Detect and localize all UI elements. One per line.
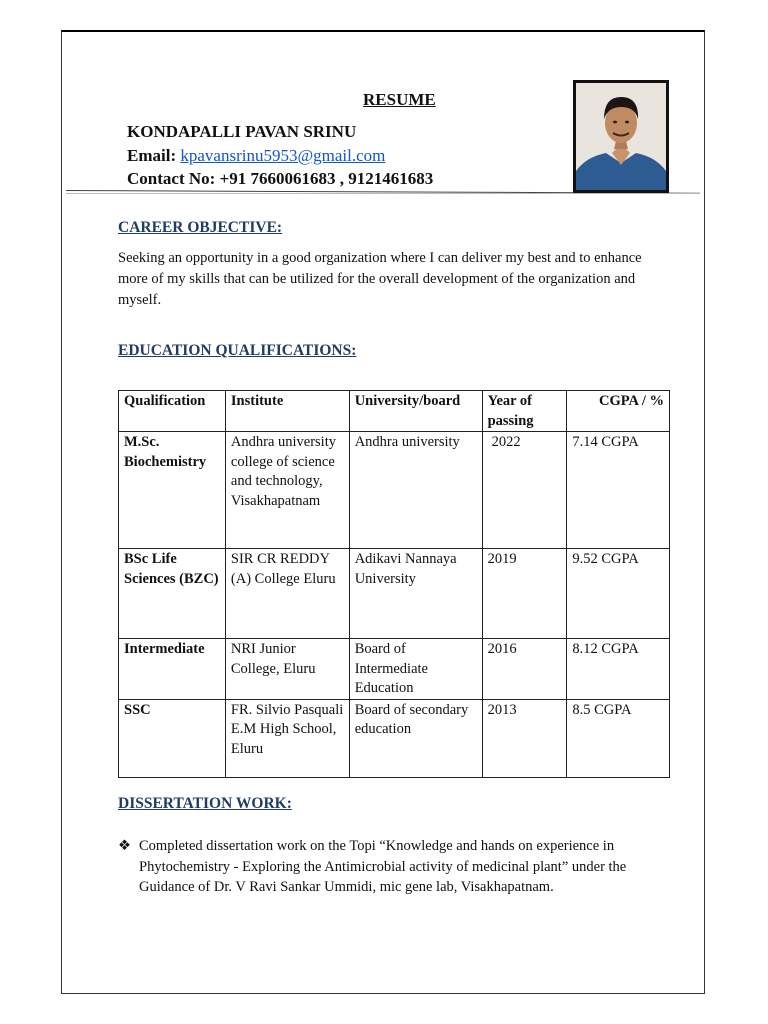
profile-photo	[573, 80, 669, 193]
table-row	[119, 699, 670, 777]
qualification-cell: M.Sc. Biochemistry	[119, 432, 226, 549]
profile-photo-image	[576, 83, 666, 190]
column-header: CGPA / %	[567, 391, 670, 432]
career-objective-text: Seeking an opportunity in a good organization where I can deliver my best and to enhance more of my skills that can be utilized for the overall development of the organization and myself.	[118, 250, 642, 308]
cgpa-cell: 8.5 CGPA	[567, 699, 670, 777]
institute-cell: FR. Silvio Pasquali E.M High School, Eluru	[225, 699, 349, 777]
cgpa-cell: 8.12 CGPA	[567, 639, 670, 700]
year-cell: 2013	[482, 699, 567, 777]
table-row	[119, 549, 670, 639]
university-cell: Board of Intermediate Education	[349, 639, 482, 700]
diamond-bullet-icon: ❖	[118, 838, 131, 854]
column-header: Year of passing	[482, 391, 567, 432]
resume-title: RESUME	[363, 90, 436, 109]
contact-line	[127, 169, 433, 189]
institute-cell: NRI Junior College, Eluru	[225, 639, 349, 700]
cgpa-cell: 9.52 CGPA	[567, 549, 670, 639]
education-table	[118, 390, 670, 778]
column-header: Institute	[225, 391, 349, 432]
university-cell: Board of secondary education	[349, 699, 482, 777]
qualification-cell: SSC	[119, 699, 226, 777]
header-divider-shadow	[66, 193, 700, 194]
cgpa-cell: 7.14 CGPA	[567, 432, 670, 549]
column-header: University/board	[349, 391, 482, 432]
qualification-cell: BSc Life Sciences (BZC)	[119, 549, 226, 639]
institute-cell: SIR CR REDDY (A) College Eluru	[225, 549, 349, 639]
contact-numbers: +91 7660061683 , 9121461683	[219, 169, 434, 188]
table-header-row	[119, 391, 670, 432]
dissertation-list	[118, 836, 638, 898]
institute-cell: Andhra university college of science and technology, Visakhapatnam	[225, 432, 349, 549]
university-cell: Adikavi Nannaya University	[349, 549, 482, 639]
list-item: Completed dissertation work on the Topi “Knowledge and hands on experience in Phytochemistry - Exploring the Antimicrobial activity of medicinal plant” under the Guidance of Dr. V Ravi Sankar Ummidi, mic gene lab, Visakhapatnam.	[139, 838, 627, 895]
year-cell: 2022	[482, 432, 567, 549]
table-row	[119, 432, 670, 549]
column-header: Qualification	[119, 391, 226, 432]
year-cell: 2019	[482, 549, 567, 639]
education-heading: EDUCATION QUALIFICATIONS:	[118, 342, 357, 359]
qualification-cell: Intermediate	[119, 639, 226, 700]
university-cell: Andhra university	[349, 432, 482, 549]
dissertation-heading: DISSERTATION WORK:	[118, 795, 292, 812]
email-line	[127, 146, 385, 166]
year-cell: 2016	[482, 639, 567, 700]
career-objective-heading: CAREER OBJECTIVE:	[118, 219, 283, 236]
email-link[interactable]: kpavansrinu5953@gmail.com	[180, 146, 386, 165]
table-row	[119, 639, 670, 700]
contact-label: Contact No:	[127, 169, 216, 188]
candidate-name: KONDAPALLI PAVAN SRINU	[127, 122, 357, 141]
email-label: Email:	[127, 146, 177, 165]
